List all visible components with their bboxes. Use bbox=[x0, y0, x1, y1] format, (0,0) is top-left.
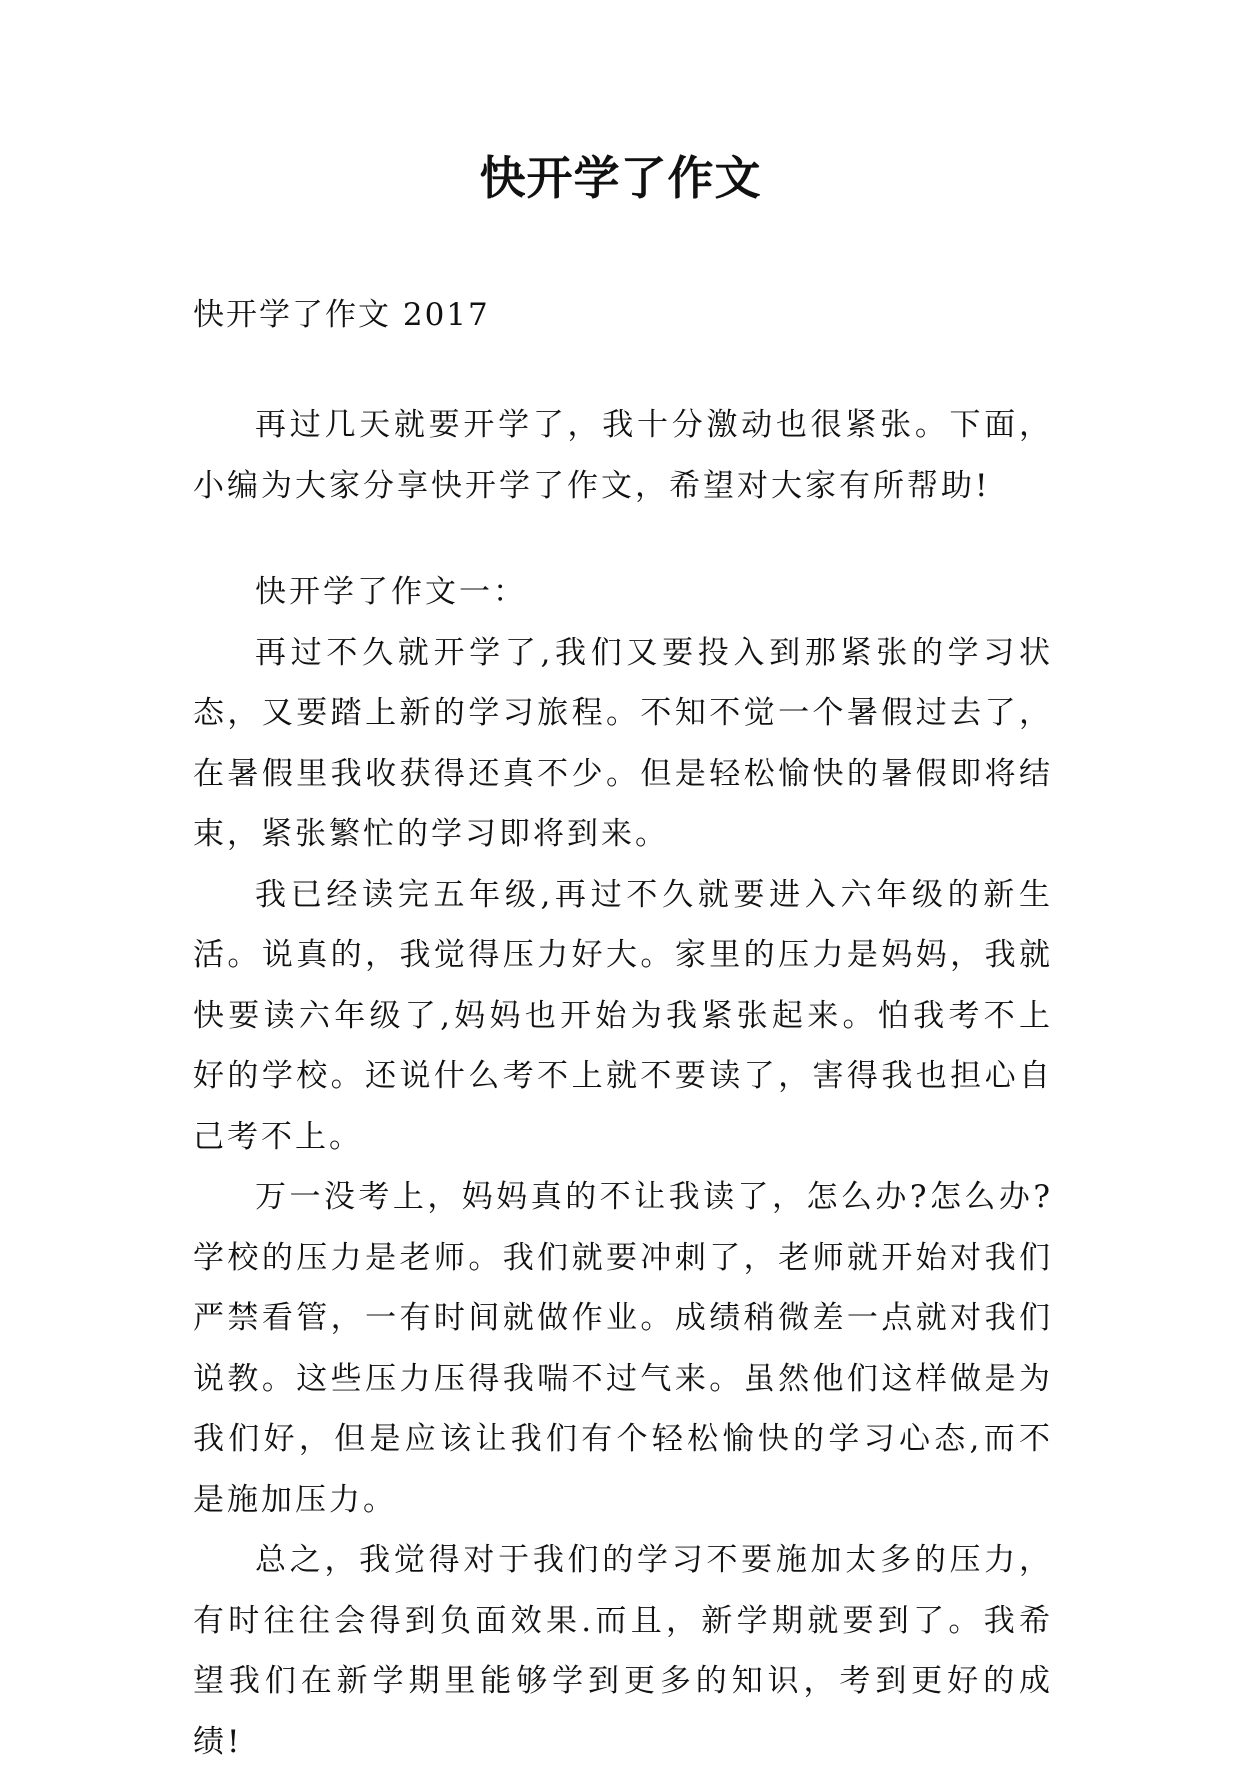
spacer bbox=[193, 345, 1053, 395]
document-body bbox=[193, 285, 1053, 1772]
intro-paragraph: 再过几天就要开学了，我十分激动也很紧张。下面，小编为大家分享快开学了作文，希望对大家有所帮助! bbox=[193, 407, 1053, 504]
body-paragraph: 万一没考上，妈妈真的不让我读了，怎么办?怎么办?学校的压力是老师。我们就要冲刺了，老师就开始对我们严禁看管，一有时间就做作业。成绩稍微差一点就对我们说教。这些压力压得我喘不过气来。虽然他们这样做是为我们好，但是应该让我们有个轻松愉快的学习心态,而不是施加压力。 bbox=[193, 1179, 1053, 1518]
body-paragraph: 总之，我觉得对于我们的学习不要施加太多的压力，有时往往会得到负面效果.而且，新学期就要到了。我希望我们在新学期里能够学到更多的知识，考到更好的成绩! bbox=[193, 1542, 1053, 1760]
document-title: 快开学了作文 bbox=[479, 151, 762, 205]
spacer bbox=[193, 516, 1053, 562]
section-heading: 快开学了作文一： bbox=[255, 574, 527, 610]
body-paragraph: 我已经读完五年级,再过不久就要进入六年级的新生活。说真的，我觉得压力好大。家里的压力是妈妈，我就快要读六年级了,妈妈也开始为我紧张起来。怕我考不上好的学校。还说什么考不上就不要读了，害得我也担心自己考不上。 bbox=[193, 876, 1053, 1155]
body-paragraph: 再过不久就开学了,我们又要投入到那紧张的学习状态，又要踏上新的学习旅程。不知不觉一个暑假过去了，在暑假里我收获得还真不少。但是轻松愉快的暑假即将结束，紧张繁忙的学习即将到来。 bbox=[193, 634, 1053, 852]
document-subtitle: 快开学了作文 2017 bbox=[193, 297, 490, 333]
